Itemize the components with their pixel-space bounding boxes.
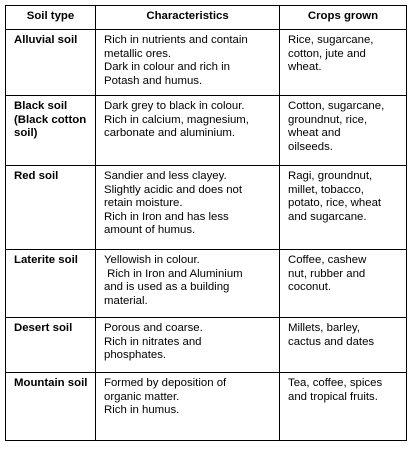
characteristics-line: and is used as a building [104,281,230,294]
crops-line: and tropical fruits. [288,390,378,403]
characteristics-line: Rich in calcium, magnesium, [104,113,249,126]
characteristics-cell [96,166,280,250]
soil-type-cell [6,30,96,96]
soil-type-cell [6,318,96,373]
soil-type-text: (Black cotton [14,113,87,126]
table-row [6,373,407,441]
crops-line: Rice, sugarcane, [288,34,374,46]
soil-type-cell [6,250,96,318]
soil-type-cell [6,96,96,166]
table-row [6,96,407,166]
characteristics-cell [96,30,280,96]
characteristics-line: Yellowish in colour. [104,254,200,266]
characteristics-line: Dark grey to black in colour. [104,100,245,112]
crops-line: and sugarcane. [288,210,367,223]
header-row [6,6,407,30]
crops-line: wheat and [288,127,341,140]
soil-type-text: Black soil [14,100,68,112]
soil-type-text: Desert soil [14,322,73,334]
crops-line: oilseeds. [288,140,333,153]
crops-cell [280,250,407,318]
characteristics-line: retain moisture. [104,197,183,210]
crops-line: Millets, barley, [288,322,360,334]
characteristics-line: carbonate and aluminium. [104,127,236,140]
characteristics-line: material. [104,294,148,307]
characteristics-line: phosphates. [104,349,167,362]
crops-line: Cotton, sugarcane, [288,100,385,112]
table-row [6,166,407,250]
crops-cell [280,318,407,373]
crops-line: cactus and dates [288,335,375,348]
soil-type-cell [6,166,96,250]
crops-cell [280,166,407,250]
crops-line: Ragi, groundnut, [288,170,373,182]
soil-table-container [5,5,407,441]
crops-cell [280,30,407,96]
crops-line: wheat. [288,61,322,74]
characteristics-line: Formed by deposition of [104,377,227,389]
table-row [6,318,407,373]
soil-type-text: soil) [14,127,38,140]
characteristics-line: Potash and humus. [104,74,203,87]
crops-line: nut, rubber and [288,267,366,280]
characteristics-line: Rich in humus. [104,404,180,417]
crops-line: Coffee, cashew [288,254,367,266]
soil-type-text: Mountain soil [14,377,88,389]
characteristics-cell [96,373,280,441]
characteristics-cell [96,318,280,373]
soil-type-cell [6,373,96,441]
characteristics-line: Slightly acidic and does not [104,183,243,196]
characteristics-cell [96,250,280,318]
soil-types-table [5,5,407,441]
soil-type-text: Red soil [14,170,59,182]
soil-type-text: Laterite soil [14,254,78,266]
header-crops-grown: Crops grown [280,6,407,30]
characteristics-line: Rich in Iron and Aluminium [104,267,243,280]
characteristics-line: Rich in Iron and has less [104,210,229,223]
characteristics-line: Rich in nitrates and [104,335,202,348]
crops-line: coconut. [288,281,332,294]
characteristics-line: Porous and coarse. [104,322,203,334]
characteristics-line: Rich in nutrients and contain [104,34,248,46]
table-row [6,250,407,318]
crops-line: cotton, jute and [288,47,366,60]
crops-cell [280,373,407,441]
characteristics-cell [96,96,280,166]
crops-line: groundnut, rice, [288,113,368,126]
crops-line: potato, rice, wheat [288,197,382,210]
crops-line: millet, tobacco, [288,183,364,196]
soil-type-text: Alluvial soil [14,34,78,46]
characteristics-line: Sandier and less clayey. [104,170,227,182]
header-soil-type: Soil type [6,6,96,30]
crops-line: Tea, coffee, spices [288,377,383,389]
characteristics-line: Dark in colour and rich in [104,61,230,74]
crops-cell [280,96,407,166]
characteristics-line: amount of humus. [104,224,196,237]
header-characteristics: Characteristics [96,6,280,30]
table-row [6,30,407,96]
characteristics-line: metallic ores. [104,47,172,60]
characteristics-line: organic matter. [104,390,180,403]
